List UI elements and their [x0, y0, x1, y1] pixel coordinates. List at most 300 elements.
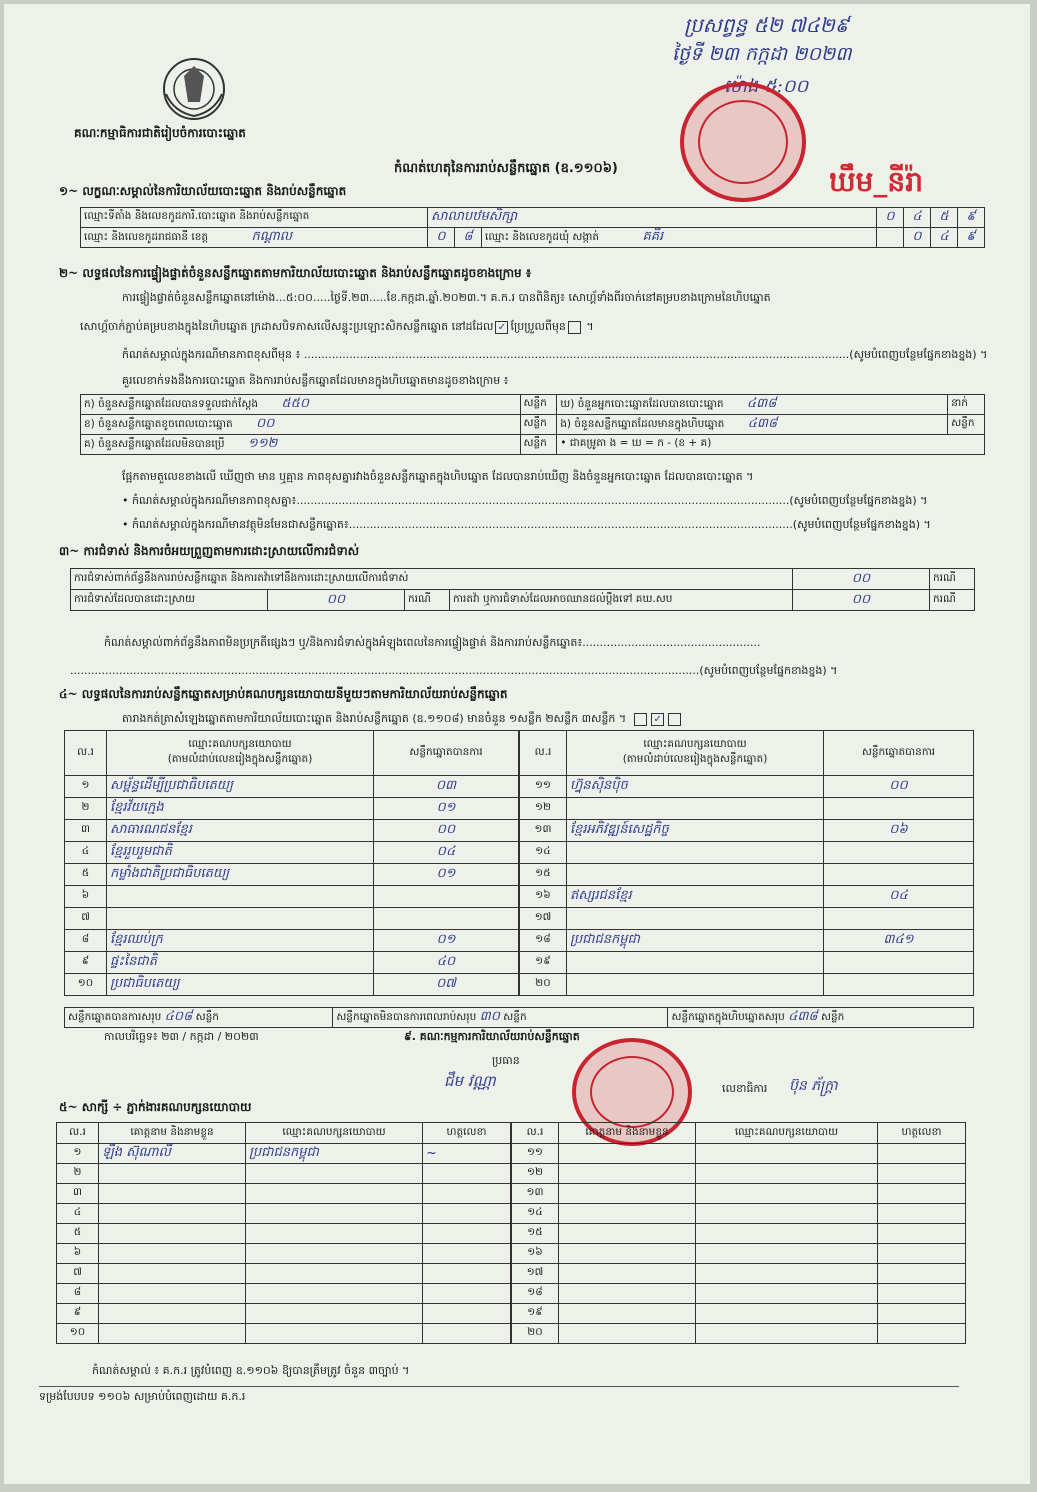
witness-signature: [423, 1164, 511, 1184]
witness-row: [512, 1184, 966, 1204]
witness-party: [696, 1204, 878, 1224]
party-number: ៤: [65, 842, 107, 864]
witness-number: ១៧: [512, 1264, 559, 1284]
witness-row: [512, 1204, 966, 1224]
totals-row: [64, 1007, 974, 1028]
seal-paragraph: សោហ្គ័ចាក់ភ្ជាប់គម្របខាងក្នុងនៃហិបឆ្នោត ក្រដាសបិទភាសលើសន្ទុះប្រឡោះសិកសន្លឹកឆ្នោត នៅដដែល ✓ ប្រែប្រួលពីមុន ។: [80, 320, 594, 333]
irregularity-note-2: ....................................................................................................................................................................................(សូមបំពេញបន្ថែមផ្នែកខាងខ្នង) ។: [70, 664, 838, 677]
witness-name: [99, 1224, 246, 1244]
result-row: [65, 952, 519, 974]
witness-row: [512, 1144, 966, 1164]
witness-party: [696, 1224, 878, 1244]
witness-party: [246, 1224, 423, 1244]
witness-name: [559, 1144, 696, 1164]
tally-intro: [122, 712, 683, 726]
witness-col-sig: ហត្ថលេខា: [423, 1123, 511, 1144]
party-votes: ០១: [374, 798, 519, 820]
witness-number: ២: [57, 1164, 99, 1184]
result-row: [520, 908, 974, 930]
witness-number: ៩: [57, 1304, 99, 1324]
witness-signature: [423, 1324, 511, 1344]
commune-code-spacer: [877, 228, 904, 248]
party-number: ១៣: [520, 820, 567, 842]
witness-row: [512, 1284, 966, 1304]
witness-party: [696, 1164, 878, 1184]
objections-table: [70, 568, 975, 611]
witness-signature: [423, 1224, 511, 1244]
party-votes: ០៦: [824, 820, 974, 842]
witness-party: [696, 1304, 878, 1324]
witness-name: [559, 1264, 696, 1284]
witness-party: [246, 1264, 423, 1284]
changed-label: ប្រែប្រួលពីមុន: [510, 320, 566, 333]
witness-name: [559, 1164, 696, 1184]
witness-table-left: [56, 1122, 511, 1344]
count-c-label: គ) ចំនួនសន្លឹកឆ្នោតដែលមិនបានប្រើ: [84, 438, 225, 450]
witness-col-name: គោត្តនាម និងនាមខ្លួន: [99, 1123, 246, 1144]
party-name: សាធារណជនខ្មែរ: [107, 820, 374, 842]
total-box-label: សន្លឹកឆ្នោតក្នុងហិបឆ្នោតសរុប: [671, 1011, 785, 1023]
party-votes: ៤០: [374, 952, 519, 974]
total-valid: [65, 1008, 333, 1028]
location-value: សាលាបឋមសិក្សា: [428, 208, 877, 228]
count-a-value: ៥៥០: [281, 396, 310, 411]
witness-signature: [878, 1224, 966, 1244]
witness-table-right: [511, 1122, 966, 1344]
count-c: [81, 435, 521, 455]
witness-signature: [423, 1264, 511, 1284]
witness-row: [57, 1184, 511, 1204]
witness-number: ៤: [57, 1204, 99, 1224]
party-name: [107, 886, 374, 908]
witness-row: [57, 1244, 511, 1264]
count-c-value: ១១២: [247, 436, 278, 451]
party-number: ៥: [65, 864, 107, 886]
commune-value: គគីរ: [642, 229, 664, 244]
witness-row: [57, 1284, 511, 1304]
party-number: ១០: [65, 974, 107, 996]
count-d-value: ៤៣៨: [746, 396, 777, 411]
formula: • ជាគម្រូតា ង = ឃ = ក - (ខ + គ): [557, 435, 985, 455]
objection-value: ០០: [793, 569, 930, 590]
commune-code-digit: ៤: [931, 228, 958, 248]
witness-number: ១៨: [512, 1284, 559, 1304]
secretary-signature: ប៊ុន ភ័ក្រ្តា: [789, 1078, 838, 1094]
witness-party: [246, 1324, 423, 1344]
province-label-text: ឈ្មោះ និងលេខកូដរាជធានី ខេត្ត: [84, 231, 209, 243]
witness-party: [246, 1164, 423, 1184]
party-name: [567, 864, 824, 886]
result-row: [65, 908, 519, 930]
witness-number: ១០: [57, 1324, 99, 1344]
col-no-header: ល.រ: [520, 731, 567, 776]
party-votes: ០៧: [374, 974, 519, 996]
witness-name: [559, 1204, 696, 1224]
location-code-digit: ៤: [904, 208, 931, 228]
party-votes: [374, 886, 519, 908]
province-label: [81, 228, 428, 248]
party-votes: ០៤: [824, 886, 974, 908]
witness-col-party: ឈ្មោះគណបក្សនយោបាយ: [246, 1123, 423, 1144]
witness-party: [696, 1324, 878, 1344]
location-code-digit: ០: [877, 208, 904, 228]
witness-signature: [878, 1284, 966, 1304]
party-number: ១១: [520, 776, 567, 798]
witness-row: [512, 1224, 966, 1244]
witness-name: [99, 1204, 246, 1224]
witness-signature: [878, 1304, 966, 1324]
count-b-unit: សន្លឹក: [520, 415, 557, 435]
committee-line: ៩. គណៈកម្មការការិយាល័យរាប់សន្លឹកឆ្នោត: [404, 1030, 580, 1043]
party-number: ៩: [65, 952, 107, 974]
witness-party: [246, 1184, 423, 1204]
party-number: ១៦: [520, 886, 567, 908]
result-row: [65, 798, 519, 820]
party-number: ៧: [65, 908, 107, 930]
appeal-unit: ករណី: [930, 590, 975, 611]
party-votes: ០១: [374, 930, 519, 952]
results-table-right: [519, 730, 974, 996]
witness-signature: ~: [423, 1144, 511, 1164]
witness-name: [559, 1304, 696, 1324]
section-4-title: ៤~ លទ្ធផលនៃការរាប់សន្លឹកឆ្នោតសម្រាប់គណបក្សនយោបាយនីមួយៗតាមការិយាល័យរាប់សន្លឹកឆ្នោត: [59, 687, 508, 701]
witness-signature: [423, 1184, 511, 1204]
section-2-title: ២~ លទ្ធផលនៃការផ្ទៀងផ្ទាត់ចំនួនសន្លឹកឆ្នោតតាមការិយាល័យបោះឆ្នោត និងរាប់សន្លឹកឆ្នោតដូចខាងក្រោម ៖: [59, 266, 532, 280]
witness-party: ប្រជាជនកម្ពុជា: [246, 1144, 423, 1164]
witness-number: ១: [57, 1144, 99, 1164]
party-number: ១: [65, 776, 107, 798]
party-number: ១៩: [520, 952, 567, 974]
witness-party: [696, 1184, 878, 1204]
result-row: [520, 886, 974, 908]
result-row: [65, 842, 519, 864]
witness-row: [57, 1224, 511, 1244]
witness-col-party: ឈ្មោះគណបក្សនយោបាយ: [696, 1123, 878, 1144]
witness-number: ៦: [57, 1244, 99, 1264]
section-1-title: ១~ លក្ខណៈសម្គាល់នៃការិយាល័យបោះឆ្នោត និងរាប់សន្លឹកឆ្នោត: [59, 184, 347, 198]
two-sheet-checkbox[interactable]: ✓: [651, 713, 664, 726]
witness-number: ១២: [512, 1164, 559, 1184]
witness-name: [99, 1244, 246, 1264]
seal-paragraph-text: សោហ្គ័ចាក់ភ្ជាប់គម្របខាងក្នុងនៃហិបឆ្នោត ក្រដាសបិទភាសលើសន្ទុះប្រឡោះសិកសន្លឹកឆ្នោត នៅដដែល: [80, 320, 494, 333]
result-row: [520, 798, 974, 820]
party-number: ៦: [65, 886, 107, 908]
witness-number: ៨: [57, 1284, 99, 1304]
party-votes: ០០: [824, 776, 974, 798]
form-title: កំណត់ហេតុនៃការរាប់សន្លឹកឆ្នោត (ឧ.១១០៦): [394, 161, 618, 176]
secretary-label: លេខាធិការ: [722, 1082, 768, 1095]
witness-number: ១១: [512, 1144, 559, 1164]
irregularity-note: កំណត់សម្គាល់ពាក់ព័ន្ធនឹងភាពមិនប្រក្រតីផ្សេងៗ ឬ/និងការជំទាស់ក្នុងអំឡុងពេលនៃការផ្ទៀងផ្ទាត់ និងការរាប់សន្លឹកឆ្នោត៖...................................................: [104, 636, 761, 649]
party-name: ប្រជាជនកម្ពុជា: [567, 930, 824, 952]
witness-number: ១៣: [512, 1184, 559, 1204]
witness-name: [99, 1304, 246, 1324]
counts-table: [80, 394, 985, 455]
witness-name: [99, 1264, 246, 1284]
party-name: កម្លាំងជាតិប្រជាធិបតេយ្យ: [107, 864, 374, 886]
witness-name: ឡឹង ស៊ុណាលី: [99, 1144, 246, 1164]
commune-code-digit: ០: [904, 228, 931, 248]
result-row: [520, 842, 974, 864]
results-table-left: [64, 730, 519, 996]
count-d-unit: នាក់: [948, 395, 985, 415]
party-number: ១៥: [520, 864, 567, 886]
witness-name: [99, 1324, 246, 1344]
footnote: កំណត់សម្គាល់ ៖ គ.ក.រ ត្រូវបំពេញ ឧ.១១០៦ ឱ្យបានត្រឹមត្រូវ ចំនួន ៣ច្បាប់ ។: [92, 1364, 410, 1377]
form-footer: ទម្រង់បែបបទ ១១០៦ សម្រាប់បំពេញដោយ គ.ក.រ: [39, 1390, 246, 1403]
appeal-label: ការតវ៉ា ឬការជំទាស់ដែលអាចឈានដល់ប្ដឹងទៅ គឃ.សប: [450, 590, 793, 611]
result-row: [65, 930, 519, 952]
witness-party: [696, 1144, 878, 1164]
witness-number: ១៥: [512, 1224, 559, 1244]
party-name: [567, 974, 824, 996]
location-label: ឈ្មោះទីតាំង និងលេខកូដការិ.បោះឆ្នោត និងរាប់សន្លឹកឆ្នោត: [81, 208, 428, 228]
same-checkbox[interactable]: ✓: [495, 321, 508, 334]
objection-label: ការជំទាស់ពាក់ព័ន្ធនឹងការរាប់សន្លឹកឆ្នោត និងការតវ៉ាទៅនឹងការដោះស្រាយលើការជំទាស់: [71, 569, 793, 590]
total-valid-unit: សន្លឹក: [195, 1011, 219, 1023]
party-name: ខ្មែរឈប់ក្រ: [107, 930, 374, 952]
result-row: [520, 952, 974, 974]
total-invalid: [333, 1008, 668, 1028]
witness-signature: [423, 1304, 511, 1324]
object-bullet: • កំណត់សម្គាល់ក្នុងករណីមានវត្ថុមិនមែនជាសន្លឹកឆ្នោត៖...............................................................................................................................(សូមបំពេញបន្ថែមផ្នែកខាងខ្នង) ។: [122, 518, 931, 531]
witness-party: [696, 1264, 878, 1284]
party-number: ១៤: [520, 842, 567, 864]
tally-intro-text: តារាងកត់ត្រាសំឡេងឆ្នោតតាមការិយាល័យបោះឆ្នោត និងរាប់សន្លឹកឆ្នោត (ឧ.១១០៨) មានចំនួន ១សន្លឹក ២សន្លឹក ៣សន្លឹក ។: [122, 712, 627, 725]
witness-name: [559, 1284, 696, 1304]
province-code-digit: ០: [428, 228, 455, 248]
chairman-signature: ជឹម វណ្ណា: [444, 1072, 496, 1090]
count-b-value: ០០: [256, 416, 275, 431]
col-votes-header: សន្លឹកឆ្នោតបានការ: [374, 731, 519, 776]
witness-signature: [423, 1244, 511, 1264]
witness-signature: [423, 1284, 511, 1304]
witness-left-body: [57, 1144, 511, 1344]
witness-signature: [878, 1264, 966, 1284]
resolved-unit: ករណី: [405, 590, 450, 611]
total-invalid-label: សន្លឹកឆ្នោតមិនបានការពេលរាប់សរុប: [336, 1011, 477, 1023]
total-invalid-unit: សន្លឹក: [503, 1011, 527, 1023]
total-box-value: ៤៣៨: [788, 1009, 818, 1024]
witness-right-body: [512, 1144, 966, 1344]
witness-number: ៧: [57, 1264, 99, 1284]
count-e-unit: សន្លឹក: [948, 415, 985, 435]
witness-row: [512, 1244, 966, 1264]
col-party-header: [567, 731, 824, 776]
witness-row: [57, 1164, 511, 1184]
witness-row: [57, 1304, 511, 1324]
witness-number: ១៦: [512, 1244, 559, 1264]
party-number: ១២: [520, 798, 567, 820]
changed-checkbox[interactable]: [568, 321, 581, 334]
party-votes: [824, 798, 974, 820]
witness-signature: [878, 1144, 966, 1164]
result-row: [65, 864, 519, 886]
party-number: ៣: [65, 820, 107, 842]
count-e-label: ង) ចំនួនសន្លឹកឆ្នោតដែលមានក្នុងហិបឆ្នោត: [560, 418, 725, 430]
figures-intro: គួរលេខាក់ទងនឹងការបោះឆ្នោត និងការរាប់សន្លឹកឆ្នោតដែលមានក្នុងហិបឆ្នោតមានដូចខាងក្រោម ៖: [122, 374, 509, 387]
party-number: ១៨: [520, 930, 567, 952]
total-box-unit: សន្លឹក: [820, 1011, 845, 1023]
witness-name: [559, 1224, 696, 1244]
party-number: ១៧: [520, 908, 567, 930]
witness-number: ៣: [57, 1184, 99, 1204]
col-party-subtext: (តាមលំដាប់លេខរៀងក្នុងសន្លឹកឆ្នោត): [622, 753, 768, 765]
party-name: ខ្មែរវ័យក្មេង: [107, 798, 374, 820]
witness-col-sig: ហត្ថលេខា: [878, 1123, 966, 1144]
footer-rule: [39, 1386, 959, 1387]
section-3-title: ៣~ ការជំទាស់ និងការចំអយព្រួញតាមការដោះស្រាយលើការជំទាស់: [59, 544, 360, 558]
appeal-value: ០០: [793, 590, 930, 611]
resolved-value: ០០: [268, 590, 405, 611]
witness-signature: [878, 1184, 966, 1204]
witness-signature: [423, 1204, 511, 1224]
witness-row: [512, 1304, 966, 1324]
witness-row: [57, 1204, 511, 1224]
party-name: [107, 908, 374, 930]
chairman-label: ប្រធាន: [492, 1054, 520, 1067]
commune-label: [482, 228, 877, 248]
witness-row: [57, 1144, 511, 1164]
total-valid-value: ៤០៨: [164, 1009, 193, 1024]
witness-party: [246, 1304, 423, 1324]
difference-note: កំណត់សម្គាល់ក្នុងករណីមានភាពខុសពីមុន ៖ ............................................................................................................................................................(សូមបំពេញបន្ថែមផ្នែកខាងខ្នង) ។: [122, 348, 988, 361]
witness-name: [559, 1244, 696, 1264]
party-name: ខ្មែររួបរួមជាតិ: [107, 842, 374, 864]
diff-bullet: • កំណត់សម្គាល់ក្នុងករណីមានភាពខុសគ្នា៖.............................................................................................................................................(សូមបំពេញបន្ថែមផ្នែកខាងខ្នង) ។: [122, 494, 928, 507]
count-a: [81, 395, 521, 415]
witness-number: ១៤: [512, 1204, 559, 1224]
party-votes: [824, 908, 974, 930]
party-number: ២: [65, 798, 107, 820]
witness-number: ១៩: [512, 1304, 559, 1324]
resolved-label: ការជំទាស់ដែលបានដោះស្រាយ: [71, 590, 268, 611]
party-name: ហ្វ៊ុនស៊ិនប៉ិច: [567, 776, 824, 798]
count-e-value: ៤៣៨: [747, 416, 778, 431]
witness-name: [99, 1164, 246, 1184]
witness-col-no: ល.រ: [512, 1123, 559, 1144]
count-d: [557, 395, 948, 415]
witness-party: [696, 1284, 878, 1304]
receipt-line-3: ម៉ោង ៥:០០: [724, 76, 809, 97]
party-number: ៨: [65, 930, 107, 952]
party-votes: [824, 864, 974, 886]
witness-signature: [878, 1244, 966, 1264]
result-row: [520, 864, 974, 886]
province-code-digit: ៨: [455, 228, 482, 248]
witness-party: [246, 1284, 423, 1304]
location-code-digit: ៥: [931, 208, 958, 228]
commune-label-text: ឈ្មោះ និងលេខកូដឃុំ សង្កាត់: [485, 231, 600, 243]
count-c-unit: សន្លឹក: [520, 435, 557, 455]
party-votes: [824, 952, 974, 974]
witness-party: [696, 1244, 878, 1264]
party-name: [567, 842, 824, 864]
count-b: [81, 415, 521, 435]
witness-name: [99, 1184, 246, 1204]
total-invalid-value: ៣០: [479, 1009, 500, 1024]
witness-signature: [878, 1164, 966, 1184]
section-5-title: ៥~ សាក្សី ÷ ភ្នាក់ងារគណបក្សនយោបាយ: [59, 1100, 252, 1114]
party-name: ប្រជាធិបតេយ្យ: [107, 974, 374, 996]
witness-party: [246, 1244, 423, 1264]
count-d-label: ឃ) ចំនួនអ្នកបោះឆ្នោតដែលបានបោះឆ្នោត: [560, 398, 724, 410]
witness-signature: [878, 1324, 966, 1344]
witness-signature: [878, 1204, 966, 1224]
party-votes: [824, 842, 974, 864]
result-row: [520, 776, 974, 798]
party-name: សម្ព័ន្ធដើម្បីប្រជាធិបតេយ្យ: [107, 776, 374, 798]
result-row: [65, 886, 519, 908]
party-votes: ០១: [374, 864, 519, 886]
witness-party: [246, 1204, 423, 1224]
col-party-header: [107, 731, 374, 776]
col-votes-header: សន្លឹកឆ្នោតបានការ: [824, 731, 974, 776]
committee-name: គណៈកម្មាធិការជាតិរៀបចំការបោះឆ្នោត: [74, 126, 246, 140]
count-e: [557, 415, 948, 435]
party-votes: ០៤: [374, 842, 519, 864]
witness-number: ២០: [512, 1324, 559, 1344]
verification-paragraph: ការផ្ទៀងផ្ទាត់ចំនួនសន្លឹកឆ្នោតនៅម៉ោង...៥:០០.....ថ្ងៃទី.២៣.....ខែ.កក្កដា.ឆ្នាំ.២០២៣.។ គ.ក.រ បានពិនិត្យ៖ សោហ្គ័ទាំងពីរចាក់នៅគម្របខាងក្រោមនៃហិបឆ្នោត: [122, 291, 771, 304]
witness-col-no: ល.រ: [57, 1123, 99, 1144]
result-row: [65, 974, 519, 996]
result-row: [520, 974, 974, 996]
emblem-icon: [154, 54, 234, 124]
witness-name: [99, 1284, 246, 1304]
party-name: ផ្ទះនៃជាតិ: [107, 952, 374, 974]
result-row: [520, 930, 974, 952]
count-b-label: ខ) ចំនួនសន្លឹកឆ្នោតខូចពេលបោះឆ្នោត: [84, 418, 233, 430]
witness-row: [57, 1264, 511, 1284]
witness-col-name: គោត្តនាម និងនាមខ្លួន: [559, 1123, 696, 1144]
witness-row: [512, 1164, 966, 1184]
party-number: ២០: [520, 974, 567, 996]
stamp-name: ឃឹម_នីរ៉ា: [829, 165, 923, 198]
party-votes: ០០: [374, 820, 519, 842]
result-row: [65, 820, 519, 842]
party-votes: ០៣: [374, 776, 519, 798]
party-name: ខ្មែរអភិវឌ្ឍន៍សេដ្ឋកិច្ច: [567, 820, 824, 842]
objection-unit: ករណី: [930, 569, 975, 590]
col-party-text: ឈ្មោះគណបក្សនយោបាយ: [643, 738, 747, 750]
witness-row: [57, 1324, 511, 1344]
party-name: [567, 952, 824, 974]
count-a-unit: សន្លឹក: [520, 395, 557, 415]
diff-line: ផ្អែកតាមតួលេខខាងលើ ឃើញថា មាន ឬគ្មាន ភាពខុសគ្នារវាងចំនួនសន្លឹកឆ្នោតក្នុងហិបឆ្នោត ដែលបានរាប់ឃើញ និងចំនួនអ្នកបោះឆ្នោត ដែលបានបោះឆ្នោត ។: [122, 470, 754, 483]
total-valid-label: សន្លឹកឆ្នោតបានការសរុប: [68, 1011, 162, 1023]
witness-row: [512, 1324, 966, 1344]
receipt-line-1: ប្រសព្វន្ធ ៥២ ៧៤២៩: [684, 13, 849, 37]
col-party-text: ឈ្មោះគណបក្សនយោបាយ: [188, 738, 292, 750]
commune-code-digit: ៩: [958, 228, 985, 248]
date-line: កាលបរិច្ឆេទ៖ ២៣ / កក្កដា / ២០២៣: [104, 1030, 259, 1043]
party-votes: [824, 974, 974, 996]
witness-number: ៥: [57, 1224, 99, 1244]
location-code-digit: ៩: [958, 208, 985, 228]
party-votes: [374, 908, 519, 930]
total-box: [668, 1008, 974, 1028]
witness-row: [512, 1264, 966, 1284]
three-sheet-checkbox[interactable]: [668, 713, 681, 726]
witness-name: [559, 1184, 696, 1204]
witness-name: [559, 1324, 696, 1344]
party-name: [567, 798, 824, 820]
form-page: [4, 4, 1030, 1484]
one-sheet-checkbox[interactable]: [634, 713, 647, 726]
result-row: [65, 776, 519, 798]
receipt-line-2: ថ្ងៃទី ២៣ កក្កដា ២០២៣: [672, 43, 852, 65]
result-row: [520, 820, 974, 842]
